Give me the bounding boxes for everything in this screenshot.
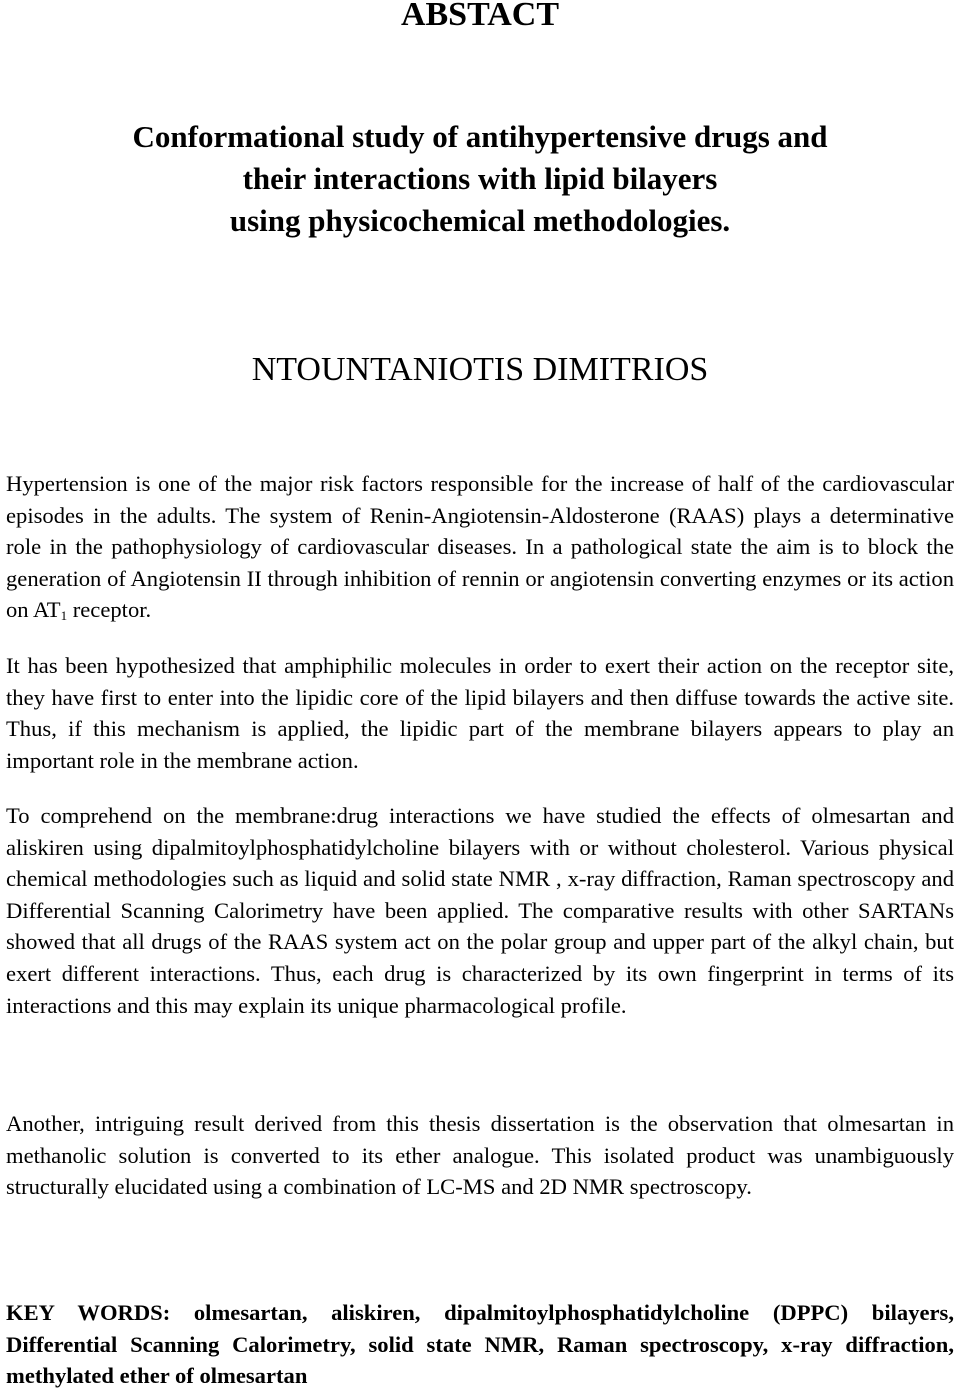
author-name: NTOUNTANIOTIS DIMITRIOS xyxy=(251,351,709,388)
keywords-paragraph: KEY WORDS: olmesartan, aliskiren, dipalmitoylphosphatidylcholine (DPPC) bilayers, Differential Scanning Calorimetry, solid state NMR, Raman spectroscopy, x-ray diffraction, methylated ether of olmesartan xyxy=(6,1300,954,1389)
abstract-paragraph-2: It has been hypothesized that amphiphilic molecules in order to exert their action on the receptor site, they have first to enter into the lipidic core of the lipid bilayers and then diffuse towards the active site. Thus, if this mechanism is applied, the lipidic part of the membrane bilayers appears to play an important role in the membrane action. xyxy=(6,653,954,773)
thesis-title-line-1: Conformational study of antihypertensive drugs and xyxy=(132,119,828,154)
abstract-heading: ABSTACT xyxy=(400,0,560,33)
abstract-paragraph-4: Another, intriguing result derived from this thesis dissertation is the observation that olmesartan in methanolic solution is converted to its ether analogue. This isolated product was unambiguously structurally elucidated using a combination of LC-MS and 2D NMR spectroscopy. xyxy=(6,1111,954,1200)
paragraph-1-tail: receptor. xyxy=(67,597,152,623)
thesis-title xyxy=(0,116,960,242)
thesis-title-line-3: using physicochemical methodologies. xyxy=(229,203,731,238)
paragraph-1-text: Hypertension is one of the major risk factors responsible for the increase of half of the cardiovascular episodes in the adults. The system of Renin-Angiotensin-Aldosterone (RAAS) plays a determinative role in the pathophysiology of cardiovascular diseases. In a pathological state the aim is to block the generation of Angiotensin II through inhibition of rennin or angiotensin converting enzymes or its action on AT xyxy=(6,471,954,623)
abstract-paragraph-3: To comprehend on the membrane:drug interactions we have studied the effects of olmesartan and aliskiren using dipalmitoylphosphatidylcholine bilayers with or without cholesterol. Various physical chemical methodologies such as liquid and solid state NMR , x-ray diffraction, Raman spectroscopy and Differential Scanning Calorimetry have been applied. The comparative results with other SARTANs showed that all drugs of the RAAS system act on the polar group and upper part of the alkyl chain, but exert different interactions. Thus, each drug is characterized by its own fingerprint in terms of its interactions and this may explain its unique pharmacological profile. xyxy=(6,803,954,1018)
thesis-title-line-2: their interactions with lipid bilayers xyxy=(242,161,718,196)
abstract-paragraph-1 xyxy=(6,468,954,626)
at1-subscript: 1 xyxy=(60,608,68,624)
